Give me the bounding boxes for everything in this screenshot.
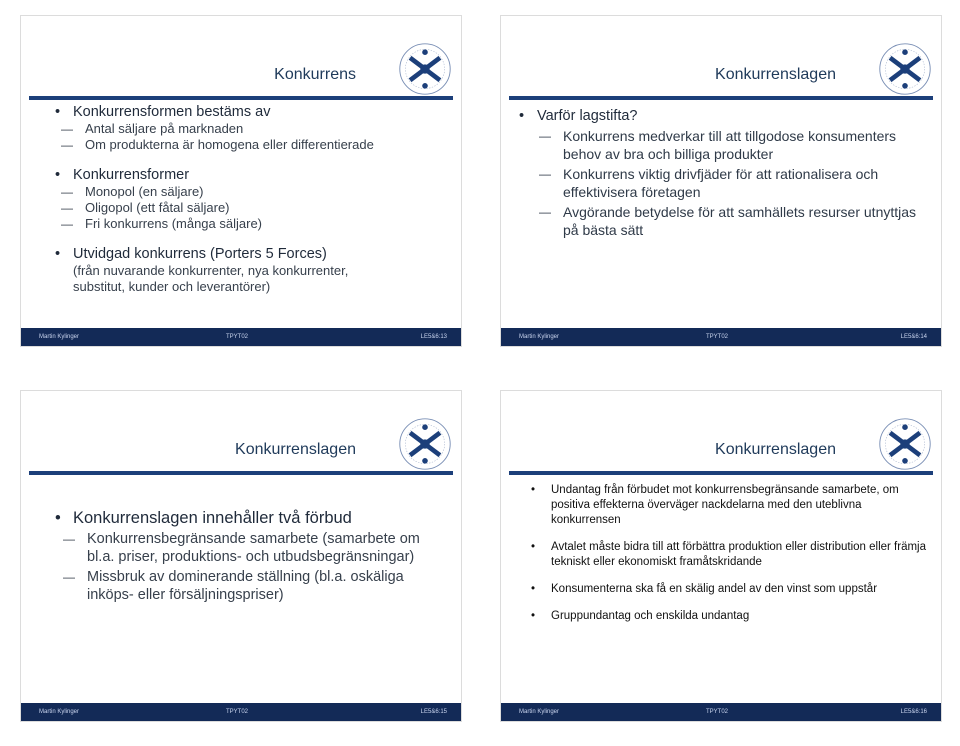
slide-13 [20, 15, 462, 347]
sub-bullet: — Antal säljare på marknaden [51, 121, 449, 137]
footer-author: Martin Kylinger [39, 334, 80, 340]
slide-footer [21, 328, 461, 346]
footer-page: LE5&6:13 [420, 334, 447, 340]
slide-title: Konkurrenslagen [715, 441, 836, 458]
footer-page: LE5&6:14 [900, 334, 927, 340]
university-seal-icon [877, 41, 933, 97]
bullet: • Konkurrenslagen innehåller två förbud [51, 508, 449, 528]
slide-body [527, 483, 931, 624]
slide-footer [501, 703, 941, 721]
sub-bullet: — Oligopol (ett fåtal säljare) [51, 200, 449, 216]
slide-body [51, 508, 449, 604]
bullet-continuation: substitut, kunder och leverantörer) [73, 279, 271, 294]
sub-bullet: — Monopol (en säljare) [51, 184, 449, 200]
bullet: • Gruppundantag och enskilda undantag [527, 609, 931, 624]
slide-title: Konkurrens [274, 66, 356, 83]
footer-page: LE5&6:15 [420, 709, 447, 715]
sub-bullet: — Fri konkurrens (många säljare) [51, 216, 449, 232]
bullet: • Konsumenterna ska få en skälig andel av den vinst som uppstår [527, 582, 931, 597]
slide-footer [21, 703, 461, 721]
sub-bullet: — Avgörande betydelse för att samhällets resurser utnyttjas på bästa sätt [515, 203, 929, 239]
sub-bullet: — Missbruk av dominerande ställning (bl.a. oskäliga inköps- eller försäljningspriser) [51, 568, 449, 604]
title-rule [509, 96, 933, 100]
slide-body [515, 104, 929, 239]
bullet: • Utvidgad konkurrens (Porters 5 Forces) [51, 246, 449, 263]
slide-16 [500, 390, 942, 722]
bullet: • Konkurrensformer [51, 167, 449, 184]
slide-15 [20, 390, 462, 722]
bullet: • Undantag från förbudet mot konkurrensbegränsande samarbete, om positiva effekterna överväger nackdelarna med den uteblivna konkurrensen [527, 483, 931, 528]
bullet: • Avtalet måste bidra till att förbättra produktion eller distribution eller främja tekniskt eller ekonomiskt framåtskridande [527, 540, 931, 570]
footer-course: TPYT02 [706, 709, 729, 715]
bullet: • Konkurrensformen bestäms av [51, 104, 449, 121]
footer-page: LE5&6:16 [900, 709, 927, 715]
footer-author: Martin Kylinger [39, 709, 80, 715]
university-seal-icon [397, 416, 453, 472]
university-seal-icon [397, 41, 453, 97]
university-seal-icon [877, 416, 933, 472]
bullet: • Varför lagstifta? [515, 108, 929, 125]
footer-course: TPYT02 [706, 334, 729, 340]
title-rule [29, 471, 453, 475]
sub-bullet: — Konkurrens viktig drivfjäder för att rationalisera och effektivisera företagen [515, 165, 929, 201]
footer-course: TPYT02 [226, 334, 249, 340]
title-rule [29, 96, 453, 100]
footer-course: TPYT02 [226, 709, 249, 715]
footer-author: Martin Kylinger [519, 334, 560, 340]
sub-bullet: — Konkurrensbegränsande samarbete (samarbete om bl.a. priser, produktions- och utbudsbegränsningar) [51, 530, 449, 566]
bullet-continuation: (från nuvarande konkurrenter, nya konkurrenter, [73, 263, 349, 278]
slide-title: Konkurrenslagen [235, 441, 356, 458]
slide-14 [500, 15, 942, 347]
slide-body [51, 104, 449, 295]
title-rule [509, 471, 933, 475]
slide-title: Konkurrenslagen [715, 66, 836, 83]
sub-bullet: — Konkurrens medverkar till att tillgodose konsumenters behov av bra och billiga produkter [515, 127, 929, 163]
footer-author: Martin Kylinger [519, 709, 560, 715]
sub-bullet: — Om produkterna är homogena eller differentierade [51, 137, 449, 153]
slide-footer [501, 328, 941, 346]
